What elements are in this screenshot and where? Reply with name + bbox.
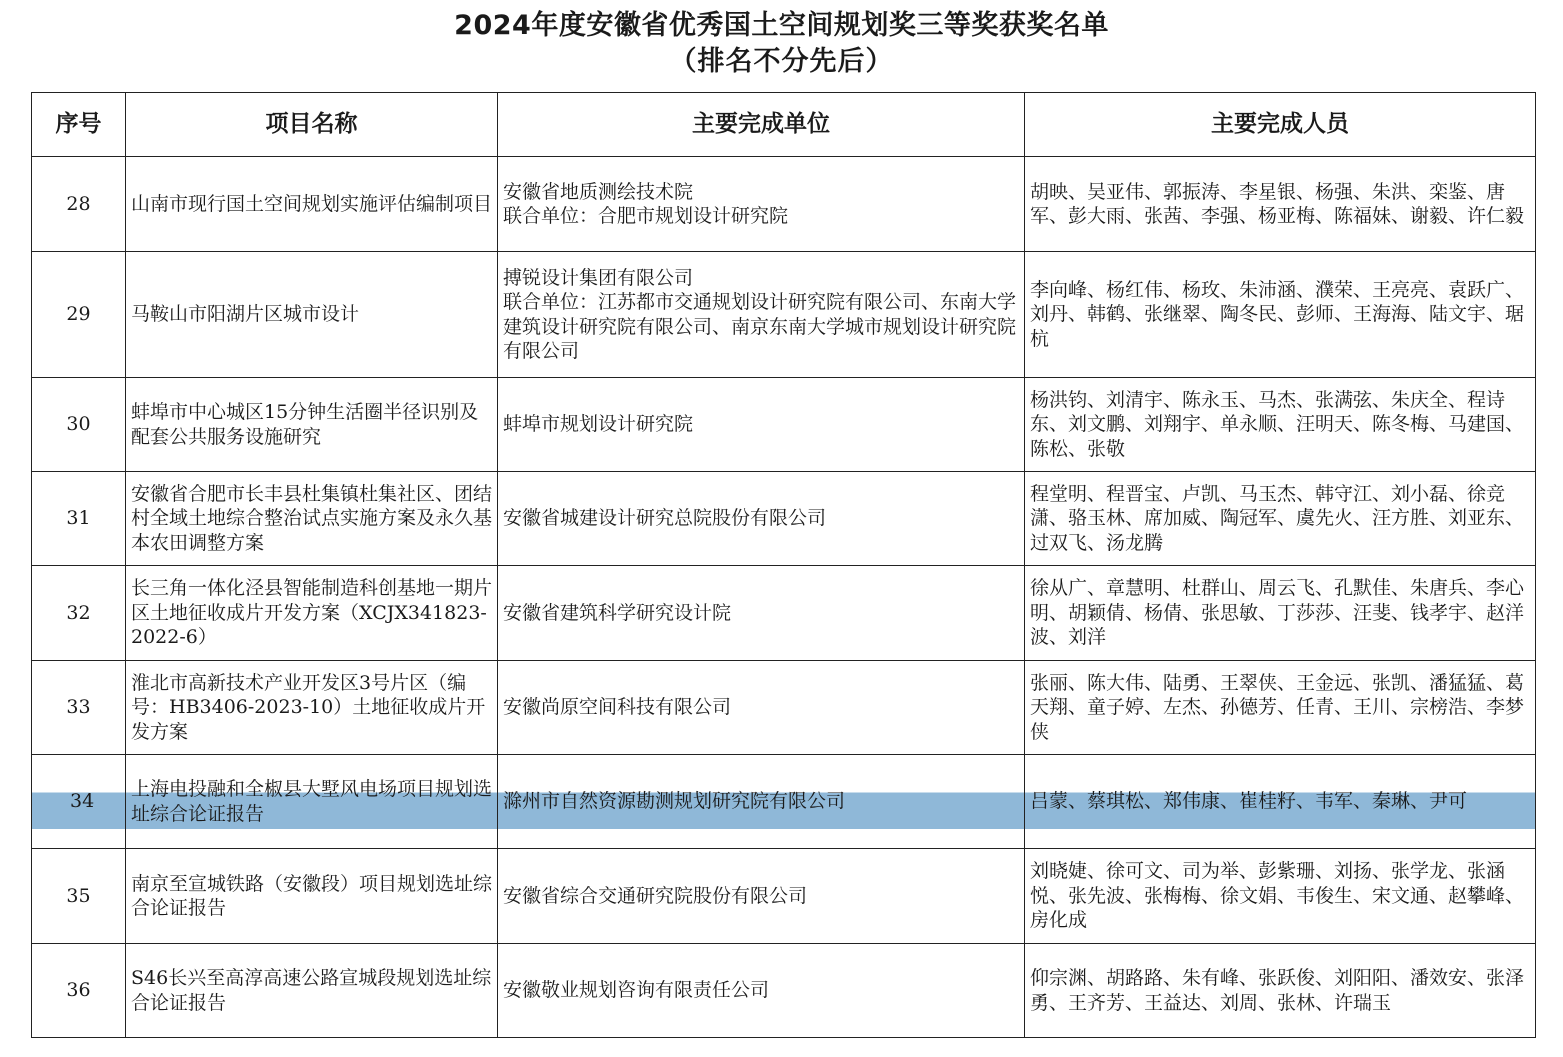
unit-line: 搏锐设计集团有限公司 bbox=[503, 266, 694, 289]
row-project: 马鞍山市阳湖片区城市设计 bbox=[126, 252, 498, 378]
row-unit bbox=[498, 378, 1025, 472]
unit-line: 安徽敬业规划咨询有限责任公司 bbox=[503, 979, 770, 1002]
unit-line: 联合单位：江苏都市交通规划设计研究院有限公司、东南大学建筑设计研究院有限公司、南京东南大学城市规划设计研究院有限公司 bbox=[503, 291, 1017, 362]
table-row bbox=[32, 661, 1536, 755]
row-no: 33 bbox=[32, 661, 126, 755]
table-row bbox=[32, 566, 1536, 661]
row-unit bbox=[498, 755, 1025, 849]
row-no: 35 bbox=[32, 849, 126, 944]
row-no: 31 bbox=[32, 472, 126, 566]
header-people: 主要完成人员 bbox=[1025, 93, 1536, 157]
row-people: 程堂明、程晋宝、卢凯、马玉杰、韩守江、刘小磊、徐竞潇、骆玉林、席加威、陶冠军、虞先火、汪方胜、刘亚东、过双飞、汤龙腾 bbox=[1025, 472, 1536, 566]
row-unit bbox=[498, 944, 1025, 1038]
row-project: S46长兴至高淳高速公路宣城段规划选址综合论证报告 bbox=[126, 944, 498, 1038]
unit-line: 安徽省建筑科学研究设计院 bbox=[503, 601, 732, 624]
row-no: 29 bbox=[32, 252, 126, 378]
row-people: 张丽、陈大伟、陆勇、王翠侠、王金远、张凯、潘猛猛、葛天翔、童子婷、左杰、孙德芳、任青、王川、宗榜浩、李梦侠 bbox=[1025, 661, 1536, 755]
table-row bbox=[32, 472, 1536, 566]
unit-line: 安徽省综合交通研究院股份有限公司 bbox=[503, 884, 808, 907]
title-block bbox=[0, 8, 1563, 80]
row-unit bbox=[498, 661, 1025, 755]
table-row bbox=[32, 157, 1536, 252]
table-row bbox=[32, 849, 1536, 944]
table-row bbox=[32, 252, 1536, 378]
header-no: 序号 bbox=[32, 93, 126, 157]
table-row bbox=[32, 944, 1536, 1038]
row-project: 安徽省合肥市长丰县杜集镇杜集社区、团结村全域土地综合整治试点实施方案及永久基本农田调整方案 bbox=[126, 472, 498, 566]
row-people: 刘晓婕、徐可文、司为举、彭紫珊、刘扬、张学龙、张涵悦、张先波、张梅梅、徐文娟、韦俊生、宋文通、赵攀峰、房化成 bbox=[1025, 849, 1536, 944]
row-no: 36 bbox=[32, 944, 126, 1038]
row-no: 28 bbox=[32, 157, 126, 252]
row-unit bbox=[498, 566, 1025, 661]
row-project: 长三角一体化泾县智能制造科创基地一期片区土地征收成片开发方案（XCJX341823-2022-6） bbox=[126, 566, 498, 661]
row-no: 32 bbox=[32, 566, 126, 661]
unit-line: 安徽尚原空间科技有限公司 bbox=[503, 696, 732, 719]
unit-line: 蚌埠市规划设计研究院 bbox=[503, 413, 694, 436]
row-unit bbox=[498, 157, 1025, 252]
table-header-row bbox=[32, 93, 1536, 157]
row-people: 仰宗渊、胡路路、朱有峰、张跃俊、刘阳阳、潘效安、张泽勇、王齐芳、王益达、刘周、张林、许瑞玉 bbox=[1025, 944, 1536, 1038]
row-unit bbox=[498, 849, 1025, 944]
row-no: 30 bbox=[32, 378, 126, 472]
unit-line: 滁州市自然资源勘测规划研究院有限公司 bbox=[503, 790, 846, 813]
page-title: 2024年度安徽省优秀国土空间规划奖三等奖获奖名单 bbox=[454, 10, 1109, 41]
row-unit bbox=[498, 472, 1025, 566]
table-row-highlighted bbox=[32, 755, 1536, 849]
row-people: 徐从广、章慧明、杜群山、周云飞、孔默佳、朱唐兵、李心明、胡颖倩、杨倩、张思敏、丁莎莎、汪斐、钱孝宇、赵洋波、刘洋 bbox=[1025, 566, 1536, 661]
row-people: 吕蒙、蔡琪松、郑伟康、崔桂籽、韦军、秦琳、尹可 bbox=[1025, 755, 1536, 849]
unit-line: 联合单位：合肥市规划设计研究院 bbox=[503, 205, 789, 227]
header-project: 项目名称 bbox=[126, 93, 498, 157]
row-no: 34 bbox=[32, 755, 126, 849]
row-people: 杨洪钧、刘清宇、陈永玉、马杰、张满弦、朱庆全、程诗东、刘文鹏、刘翔宇、单永顺、汪明天、陈冬梅、马建国、陈松、张敬 bbox=[1025, 378, 1536, 472]
table-row bbox=[32, 378, 1536, 472]
row-project: 上海电投融和全椒县大墅风电场项目规划选址综合论证报告 bbox=[126, 755, 498, 849]
row-unit bbox=[498, 252, 1025, 378]
row-project: 淮北市高新技术产业开发区3号片区（编号：HB3406-2023-10）土地征收成片开发方案 bbox=[126, 661, 498, 755]
unit-line: 安徽省地质测绘技术院 bbox=[503, 180, 694, 203]
award-table bbox=[31, 92, 1536, 1038]
unit-line: 安徽省城建设计研究总院股份有限公司 bbox=[503, 507, 827, 530]
row-people: 胡映、吴亚伟、郭振涛、李星银、杨强、朱洪、栾鉴、唐军、彭大雨、张茜、李强、杨亚梅、陈福妹、谢毅、许仁毅 bbox=[1025, 157, 1536, 252]
row-project: 蚌埠市中心城区15分钟生活圈半径识别及配套公共服务设施研究 bbox=[126, 378, 498, 472]
page-subtitle: （排名不分先后） bbox=[669, 46, 894, 77]
header-unit: 主要完成单位 bbox=[498, 93, 1025, 157]
row-project: 山南市现行国土空间规划实施评估编制项目 bbox=[126, 157, 498, 252]
row-project: 南京至宣城铁路（安徽段）项目规划选址综合论证报告 bbox=[126, 849, 498, 944]
row-people: 李向峰、杨红伟、杨玫、朱沛涵、濮荣、王亮亮、袁跃广、刘丹、韩鹤、张继翠、陶冬民、彭师、王海海、陆文宇、琚杭 bbox=[1025, 252, 1536, 378]
